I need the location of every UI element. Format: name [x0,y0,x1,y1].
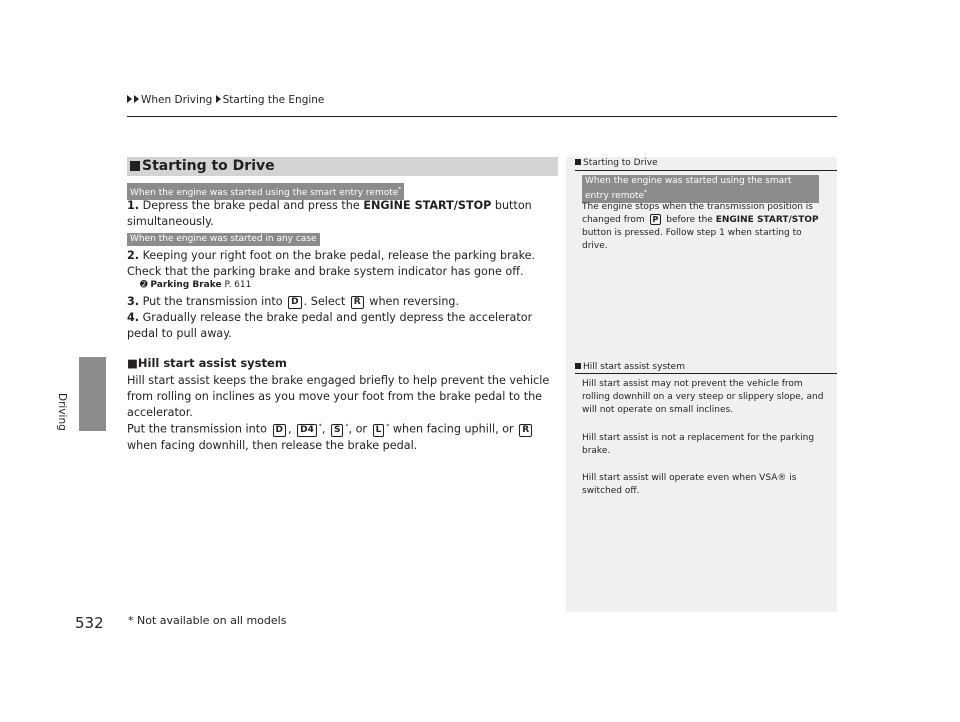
section-marker-icon [130,161,140,171]
step-1: 1. Depress the brake pedal and press the ENGINE START/STOP button simultaneously. [127,199,532,228]
note-paragraph: Hill start assist may not prevent the vehicle from rolling downhill on a very steep or slippery slope, and will not operate on small inclines. [582,379,824,415]
gear-d-key: D [288,296,301,309]
footnote: * Not available on all models [128,614,287,627]
subsection-heading: ■Hill start assist system [127,356,287,370]
gear-p-key: P [650,214,662,225]
gear-d-key: D [273,424,286,437]
condition-tag-smart-entry: When the engine was started using the smart entry remote* [127,183,404,200]
note-title-starting-to-drive: Starting to Drive [575,158,658,168]
reference-arrow-icon: ➋ [140,280,148,290]
breadcrumb-arrow-icon [134,95,139,103]
breadcrumb-arrow-icon [127,95,132,103]
section-header [127,157,558,176]
breadcrumb-item-when-driving[interactable]: When Driving [141,94,213,106]
gear-r-key: R [519,424,532,437]
note-divider [575,373,837,374]
note-paragraph: Hill start assist is not a replacement for the parking brake. [582,433,815,456]
chapter-label: Driving [56,393,68,431]
note-title-hill-start: Hill start assist system [575,362,685,372]
gear-s-key: S [331,424,343,437]
breadcrumb [127,94,324,106]
note-paragraph: Hill start assist will operate even when VSA® is switched off. [582,473,797,496]
note-condition-tag: When the engine was started using the smart entry remote* [582,175,819,203]
page-number: 532 [75,614,104,632]
step-3: 3. Put the transmission into D . Select R when reversing. [127,295,460,308]
step-4: 4. Gradually release the brake pedal and gently depress the accelerator pedal to pull away. [127,311,533,340]
breadcrumb-arrow-icon [216,95,221,103]
gear-l-key: L [373,424,385,437]
hill-start-instructions: Put the transmission into D , D4 *, S *, or L * when facing uphill, or R when facing downhill, then release the brake pedal. [127,419,557,454]
subsection-marker-icon: ■ [127,356,138,370]
breadcrumb-item-starting-engine[interactable]: Starting the Engine [222,94,325,106]
hill-start-description: Hill start assist keeps the brake engaged briefly to help prevent the vehicle from rolling on inclines as you move your foot from the brake pedal to the accelerator. [127,374,550,419]
chapter-tab [79,357,106,431]
gear-r-key: R [351,296,364,309]
section-title: Starting to Drive [142,158,275,174]
condition-tag-any-case: When the engine was started in any case [127,233,320,246]
gear-d4-key: D4 [297,424,317,437]
note-body-starting-to-drive: The engine stops when the transmission position is changed from P before the ENGINE START/STOP button is pressed. Follow step 1 when starting to drive. [582,202,819,251]
header-divider [127,116,837,117]
note-divider [575,170,837,171]
cross-reference-parking-brake[interactable]: ➋ Parking Brake P. 611 [140,280,252,290]
note-icon [575,363,581,369]
step-2: 2. Keeping your right foot on the brake pedal, release the parking brake. Check that the parking brake and brake system indicator has gone off. [127,249,536,278]
note-icon [575,159,581,165]
